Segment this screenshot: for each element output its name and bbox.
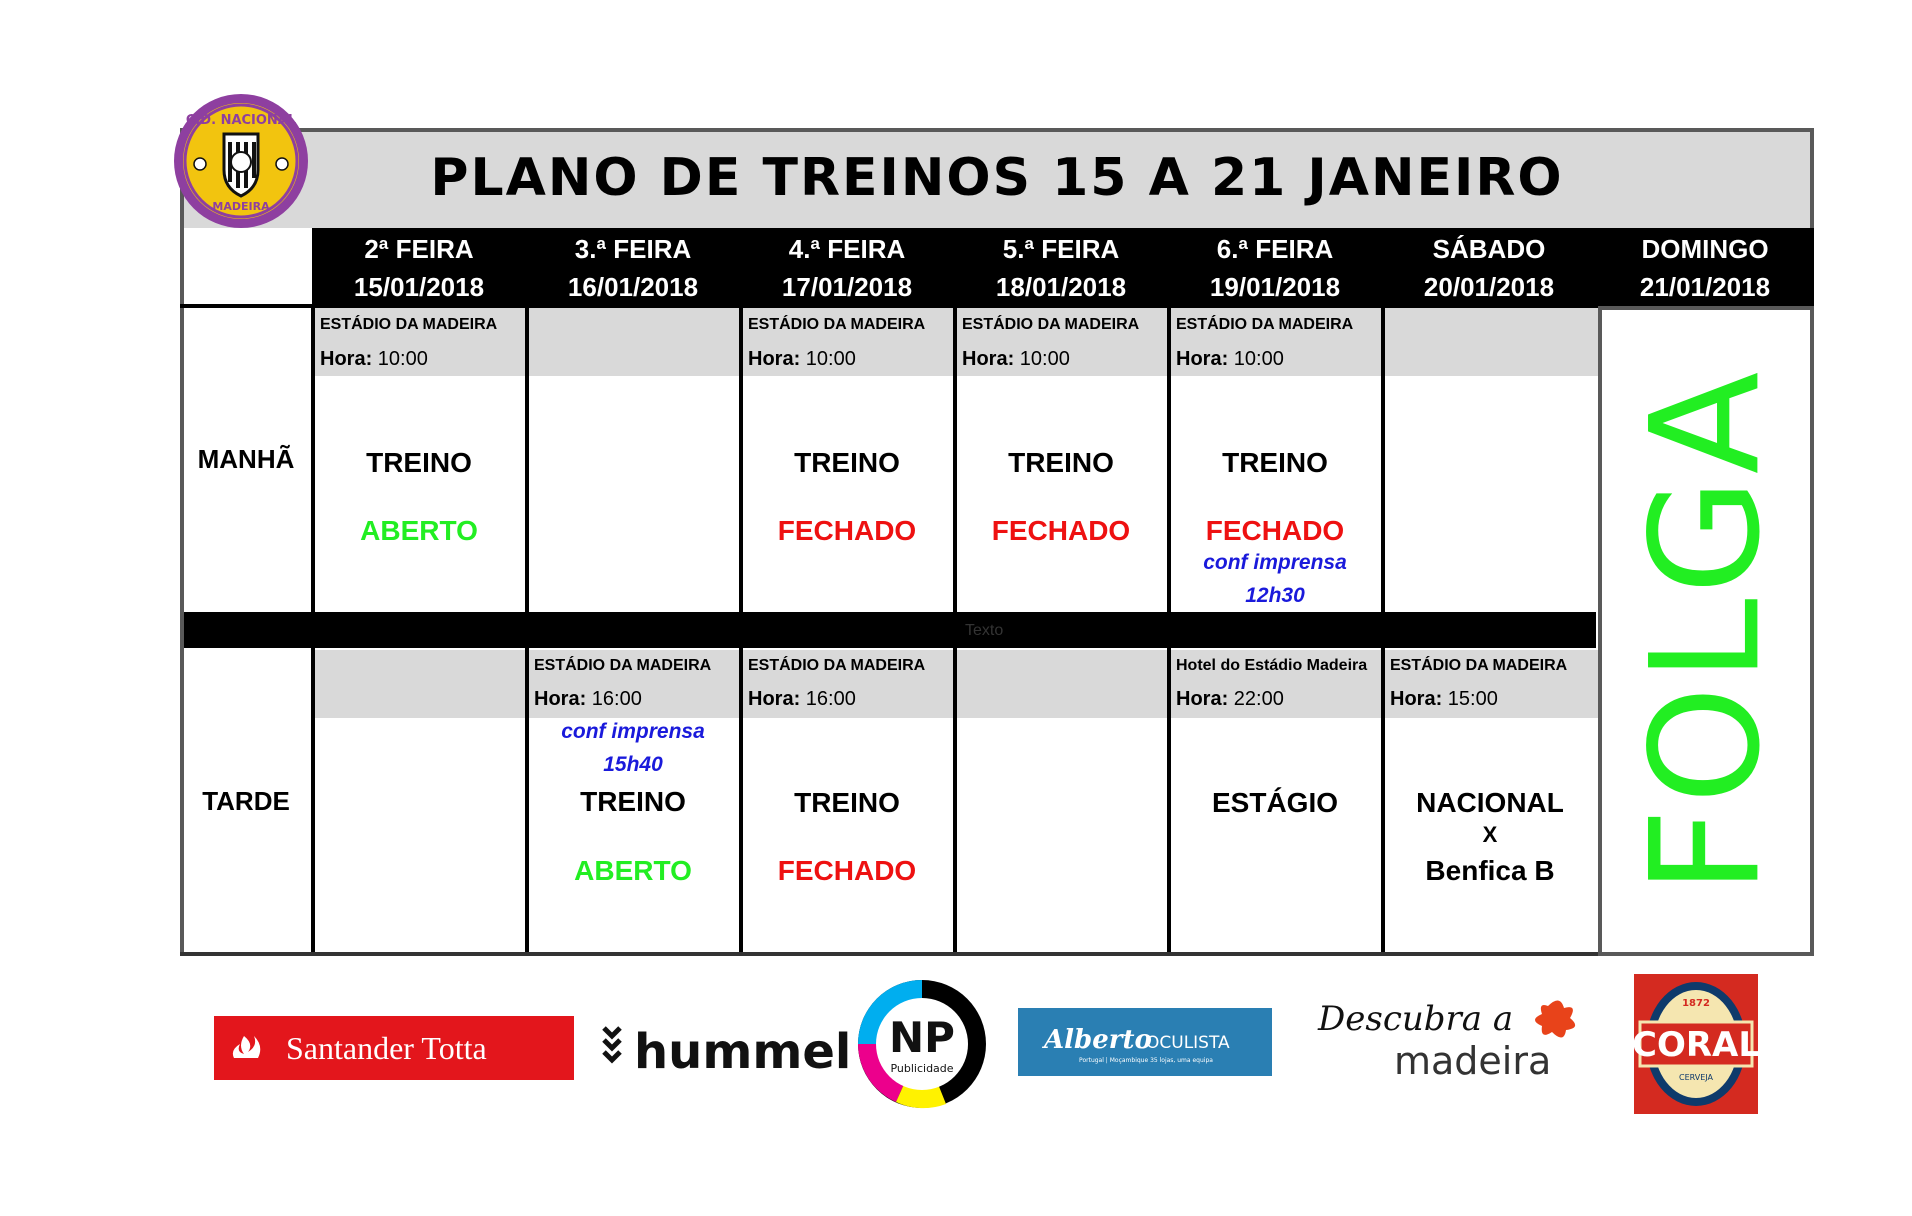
activity-text: TREINO bbox=[1222, 447, 1328, 478]
press-conference-note: conf imprensa bbox=[561, 720, 705, 743]
activity-text: TREINO bbox=[580, 786, 686, 817]
hour-text: Hora: 22:00 bbox=[1176, 688, 1284, 710]
venue-band bbox=[526, 308, 740, 376]
grid-line bbox=[1167, 306, 1171, 956]
svg-text:1872: 1872 bbox=[1682, 998, 1710, 1009]
club-top-text: C.D. NACIONAL bbox=[185, 113, 297, 128]
match-versus: X bbox=[1482, 822, 1498, 847]
svg-text:CERVEJA: CERVEJA bbox=[1679, 1073, 1713, 1082]
match-home-team: NACIONAL bbox=[1416, 787, 1564, 818]
grid-line bbox=[953, 306, 957, 956]
status-closed: FECHADO bbox=[1205, 515, 1345, 546]
day-header-thu: 5.ª FEIRA 18/01/2018 bbox=[995, 234, 1127, 302]
santander-logo bbox=[214, 1016, 574, 1080]
svg-text:hummel: hummel bbox=[634, 1024, 852, 1080]
grid-line bbox=[739, 306, 743, 956]
activity-text: TREINO bbox=[366, 447, 472, 478]
hour-text: Hora: 16:00 bbox=[748, 688, 856, 710]
status-closed: FECHADO bbox=[777, 515, 917, 546]
svg-text:OCULISTA: OCULISTA bbox=[1146, 1033, 1230, 1053]
svg-text:CORAL: CORAL bbox=[1631, 1025, 1761, 1065]
venue-text: ESTÁDIO DA MADEIRA bbox=[1176, 316, 1354, 333]
svg-text:Descubra a: Descubra a bbox=[1318, 999, 1514, 1039]
svg-text:Alberto: Alberto bbox=[1044, 1025, 1152, 1055]
grid-line bbox=[311, 306, 315, 956]
venue-text: ESTÁDIO DA MADEIRA bbox=[748, 316, 926, 333]
np-publicidade-logo bbox=[846, 976, 998, 1112]
day-header-tue: 3.ª FEIRA 16/01/2018 bbox=[567, 234, 699, 302]
hour-text: Hora: 15:00 bbox=[1390, 688, 1498, 710]
press-conference-time: 12h30 bbox=[1245, 584, 1305, 607]
activity-text: TREINO bbox=[794, 447, 900, 478]
svg-text:madeira: madeira bbox=[1394, 1039, 1552, 1083]
grid-line bbox=[180, 952, 1598, 956]
activity-text: TREINO bbox=[1008, 447, 1114, 478]
venue-band bbox=[1382, 308, 1598, 376]
grid-line bbox=[525, 306, 529, 956]
venue-text: ESTÁDIO DA MADEIRA bbox=[1390, 657, 1568, 674]
coral-beer-logo bbox=[1631, 974, 1761, 1114]
status-open: ABERTO bbox=[574, 855, 692, 886]
venue-text: Hotel do Estádio Madeira bbox=[1176, 657, 1368, 674]
day-header-wed: 4.ª FEIRA 17/01/2018 bbox=[781, 234, 913, 302]
day-header-fri: 6.ª FEIRA 19/01/2018 bbox=[1209, 234, 1341, 302]
day-header-sun: DOMINGO 21/01/2018 bbox=[1639, 234, 1771, 302]
activity-text: TREINO bbox=[794, 787, 900, 818]
descubra-madeira-logo bbox=[1314, 990, 1590, 1084]
grid-line bbox=[1381, 306, 1385, 956]
venue-band bbox=[312, 650, 526, 718]
status-closed: FECHADO bbox=[777, 855, 917, 886]
club-bottom-text: MADEIRA bbox=[212, 200, 270, 213]
hour-text: Hora: 10:00 bbox=[962, 348, 1070, 370]
venue-text: ESTÁDIO DA MADEIRA bbox=[534, 657, 712, 674]
status-open: ABERTO bbox=[360, 515, 478, 546]
venue-text: ESTÁDIO DA MADEIRA bbox=[962, 316, 1140, 333]
alberto-oculista-logo bbox=[1018, 1008, 1272, 1076]
hummel-logo bbox=[598, 1020, 852, 1084]
venue-text: ESTÁDIO DA MADEIRA bbox=[748, 657, 926, 674]
match-away-team: Benfica B bbox=[1425, 855, 1555, 886]
svg-text:Portugal | Moçambique 35 lojas: Portugal | Moçambique 35 lojas, uma equipa bbox=[1079, 1057, 1213, 1064]
svg-text:Santander Totta: Santander Totta bbox=[286, 1030, 487, 1066]
venue-band bbox=[954, 650, 1168, 718]
day-header-sat: SÁBADO 20/01/2018 bbox=[1423, 234, 1555, 302]
divider-text: Texto bbox=[965, 622, 1004, 639]
svg-text:Publicidade: Publicidade bbox=[890, 1062, 954, 1075]
hour-text: Hora: 10:00 bbox=[1176, 348, 1284, 370]
status-closed: FECHADO bbox=[991, 515, 1131, 546]
grid-line bbox=[180, 304, 1598, 308]
day-off-label: FOLGA bbox=[1619, 367, 1794, 895]
club-logo bbox=[172, 92, 310, 230]
corner-cell bbox=[180, 228, 312, 306]
svg-text:NP: NP bbox=[889, 1013, 955, 1062]
row-label-afternoon: TARDE bbox=[202, 785, 290, 816]
row-label-morning: MANHÃ bbox=[197, 443, 295, 474]
hour-text: Hora: 16:00 bbox=[534, 688, 642, 710]
day-header-mon: 2ª FEIRA 15/01/2018 bbox=[353, 234, 485, 302]
activity-text: ESTÁGIO bbox=[1211, 787, 1338, 818]
hour-text: Hora: 10:00 bbox=[748, 348, 856, 370]
press-conference-note: conf imprensa bbox=[1203, 551, 1347, 574]
page-title: PLANO DE TREINOS 15 A 21 JANEIRO bbox=[430, 148, 1564, 208]
press-conference-time: 15h40 bbox=[603, 753, 663, 776]
grid-line bbox=[180, 306, 184, 956]
venue-text: ESTÁDIO DA MADEIRA bbox=[320, 316, 498, 333]
hour-text: Hora: 10:00 bbox=[320, 348, 428, 370]
